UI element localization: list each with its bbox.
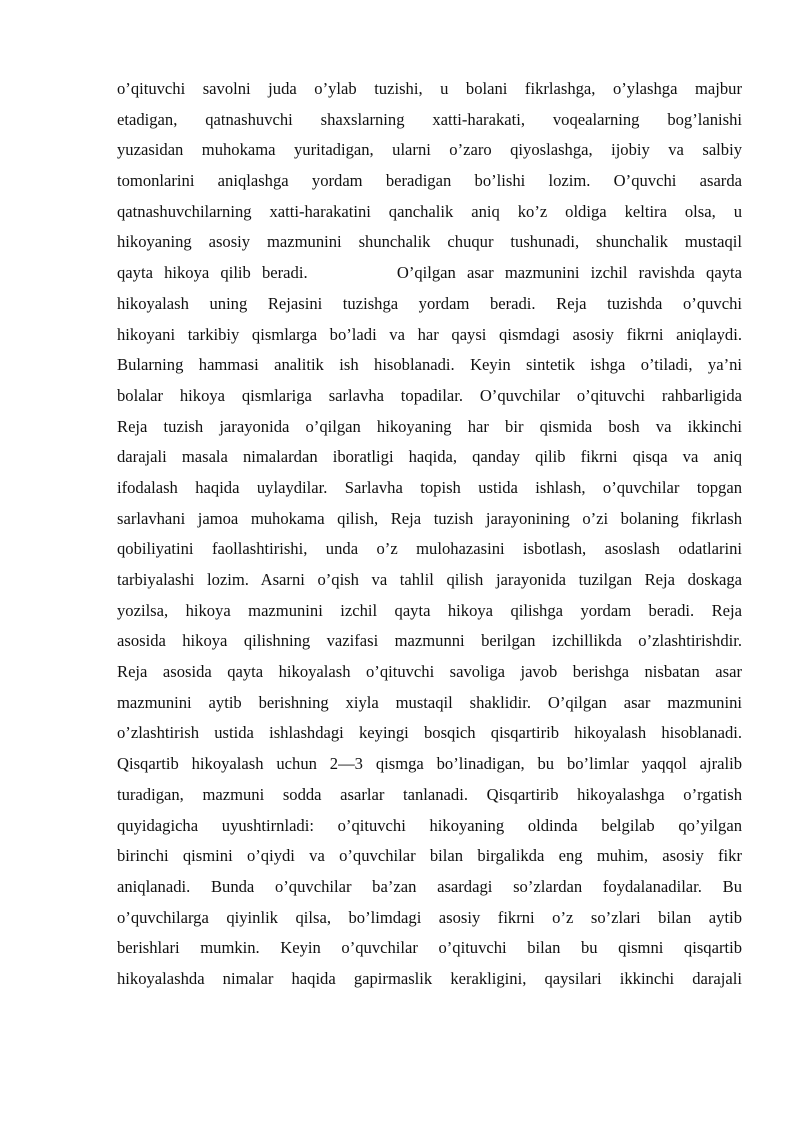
text-line: hikoyani tarkibiy qismlarga bo’ladi va har qaysi qismdagi asosiy fikrni aniqlaydi.	[117, 324, 742, 344]
text-line: hikoyaning asosiy mazmunini shunchalik chuqur tushunadi, shunchalik mustaqil	[117, 232, 742, 252]
text-line: ifodalash haqida uylaydilar. Sarlavha topish ustida ishlash, o’quvchilar topgan	[117, 477, 742, 497]
text-line: quyidagicha uyushtirnladi: o’qituvchi hikoyaning oldinda belgilab qo’yilgan	[117, 815, 742, 835]
text-line: Qisqartib hikoyalash uchun 2—3 qismga bo’linadigan, bu bo’limlar yaqqol ajralib	[117, 754, 742, 774]
text-line: tomonlarini aniqlashga yordam beradigan bo’lishi lozim. O’quvchi asarda	[117, 171, 742, 191]
text-line: yozilsa, hikoya mazmunini izchil qayta hikoya qilishga yordam beradi. Reja	[117, 600, 742, 620]
text-line: bolalar hikoya qismlariga sarlavha topadilar. O’quvchilar o’qituvchi rahbarligida	[117, 385, 742, 405]
text-line: hikoyalashda nimalar haqida gapirmaslik kerakligini, qaysilari ikkinchi darajali	[117, 968, 742, 988]
text-line: hikoyalash uning Rejasini tuzishga yordam beradi. Reja tuzishda o’quvchi	[117, 293, 742, 313]
text-line: qatnashuvchilarning xatti-harakatini qanchalik aniq ko’z oldiga keltira olsa, u	[117, 201, 742, 221]
body-text	[117, 74, 742, 995]
text-line: Reja asosida qayta hikoyalash o’qituvchi savoliga javob berishga nisbatan asar	[117, 662, 742, 682]
text-line: o’qituvchi savolni juda o’ylab tuzishi, u bolani fikrlashga, o’ylashga majbur	[117, 79, 742, 98]
text-line: o’quvchilarga qiyinlik qilsa, bo’limdagi asosiy fikrni o’z so’zlari bilan aytib	[117, 907, 742, 927]
text-line: qayta hikoya qilib beradi. O’qilgan asar mazmunini izchil ravishda qayta	[117, 263, 742, 283]
text-line: birinchi qismini o’qiydi va o’quvchilar bilan birgalikda eng muhim, asosiy fikr	[117, 846, 742, 866]
text-line: yuzasidan muhokama yuritadigan, ularni o’zaro qiyoslashga, ijobiy va salbiy	[117, 140, 742, 160]
text-line: etadigan, qatnashuvchi shaxslarning xatti-harakati, voqealarning bog’lanishi	[117, 109, 742, 129]
text-line: Bularning hammasi analitik ish hisoblanadi. Keyin sintetik ishga o’tiladi, ya’ni	[117, 355, 742, 375]
text-line: turadigan, mazmuni sodda asarlar tanlanadi. Qisqartirib hikoyalashga o’rgatish	[117, 784, 742, 804]
text-line: tarbiyalashi lozim. Asarni o’qish va tahlil qilish jarayonida tuzilgan Reja doskaga	[117, 570, 742, 589]
text-line: asosida hikoya qilishning vazifasi mazmunni berilgan izchillikda o’zlashtirishdir.	[117, 631, 742, 651]
text-line: berishlari mumkin. Keyin o’quvchilar o’qituvchi bilan bu qismni qisqartib	[117, 938, 742, 958]
text-line: o’zlashtirish ustida ishlashdagi keyingi bosqich qisqartirib hikoyalash hisoblanadi.	[117, 723, 742, 743]
text-line: mazmunini aytib berishning xiyla mustaqil shaklidir. O’qilgan asar mazmunini	[117, 692, 742, 712]
text-line: Reja tuzish jarayonida o’qilgan hikoyaning har bir qismida bosh va ikkinchi	[117, 416, 742, 436]
text-line: qobiliyatini faollashtirishi, unda o’z mulohazasini isbotlash, asoslash odatlarini	[117, 539, 742, 559]
text-line: sarlavhani jamoa muhokama qilish, Reja tuzish jarayonining o’zi bolaning fikrlash	[117, 508, 742, 528]
text-line: aniqlanadi. Bunda o’quvchilar ba’zan asardagi so’zlardan foydalanadilar. Bu	[117, 876, 742, 896]
text-line: darajali masala nimalardan iboratligi haqida, qanday qilib fikrni qisqa va aniq	[117, 447, 742, 467]
